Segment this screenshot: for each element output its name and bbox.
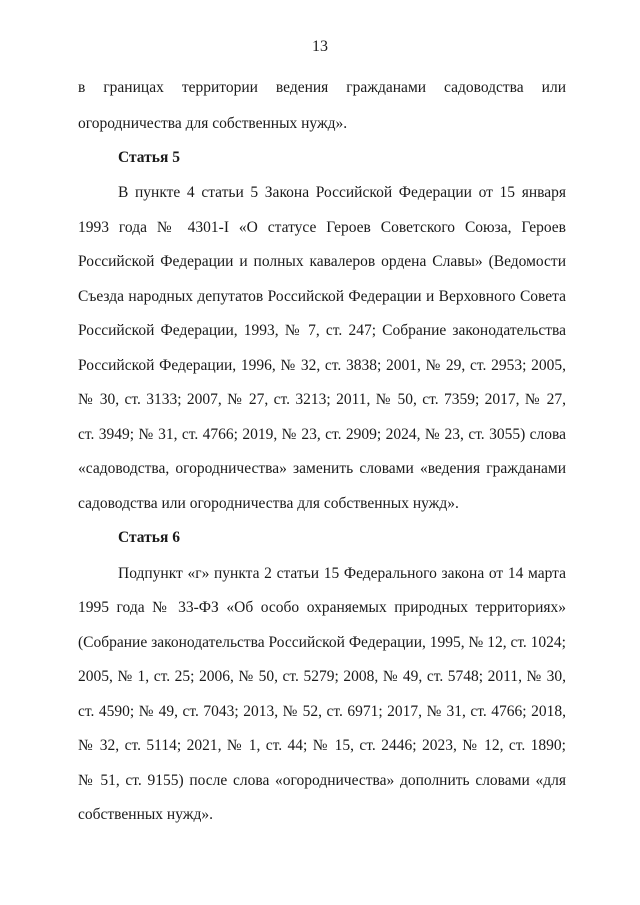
intro-line-1: в границах территории ведения гражданами садоводства или	[78, 79, 566, 96]
article-5-line-9: «садоводства, огородничества» заменить словами «ведения гражданами	[78, 460, 566, 477]
article-5-line-4: Съезда народных депутатов Российской Федерации и Верховного Совета	[78, 288, 566, 305]
intro-line-2: огородничества для собственных нужд».	[78, 115, 348, 132]
article-5-heading: Статья 5	[118, 149, 180, 166]
article-5-line-3: Российской Федерации и полных кавалеров ордена Славы» (Ведомости	[78, 253, 566, 270]
article-6-line-5: ст. 4590; № 49, ст. 7043; 2013, № 52, ст. 6971; 2017, № 31, ст. 4766; 2018,	[78, 703, 566, 720]
article-5-line-2: 1993 года № 4301-I «О статусе Героев Советского Союза, Героев	[78, 219, 566, 236]
article-6-line-2: 1995 года № 33-ФЗ «Об особо охраняемых природных территориях»	[78, 599, 566, 616]
article-5-line-7: № 30, ст. 3133; 2007, № 27, ст. 3213; 2011, № 50, ст. 7359; 2017, № 27,	[78, 391, 566, 408]
article-6-line-8: собственных нужд».	[78, 806, 213, 823]
article-6-line-1: Подпункт «г» пункта 2 статьи 15 Федерального закона от 14 марта	[118, 565, 566, 582]
article-6-line-7: № 51, ст. 9155) после слова «огородничества» дополнить словами «для	[78, 772, 566, 789]
article-5-line-6: Российской Федерации, 1996, № 32, ст. 3838; 2001, № 29, ст. 2953; 2005,	[78, 357, 566, 374]
page-number: 13	[312, 38, 328, 55]
article-5-line-5: Российской Федерации, 1993, № 7, ст. 247; Собрание законодательства	[78, 322, 566, 339]
article-5-line-8: ст. 3949; № 31, ст. 4766; 2019, № 23, ст. 2909; 2024, № 23, ст. 3055) слова	[78, 426, 566, 443]
article-5-line-1: В пункте 4 статьи 5 Закона Российской Федерации от 15 января	[118, 184, 566, 201]
article-6-line-6: № 32, ст. 5114; 2021, № 1, ст. 44; № 15, ст. 2446; 2023, № 12, ст. 1890;	[78, 737, 566, 754]
article-6-heading: Статья 6	[118, 529, 180, 546]
article-6-line-4: 2005, № 1, ст. 25; 2006, № 50, ст. 5279; 2008, № 49, ст. 5748; 2011, № 30,	[78, 668, 566, 685]
article-6-line-3: (Собрание законодательства Российской Федерации, 1995, № 12, ст. 1024;	[78, 634, 566, 651]
article-5-line-10: садоводства или огородничества для собственных нужд».	[78, 495, 459, 512]
